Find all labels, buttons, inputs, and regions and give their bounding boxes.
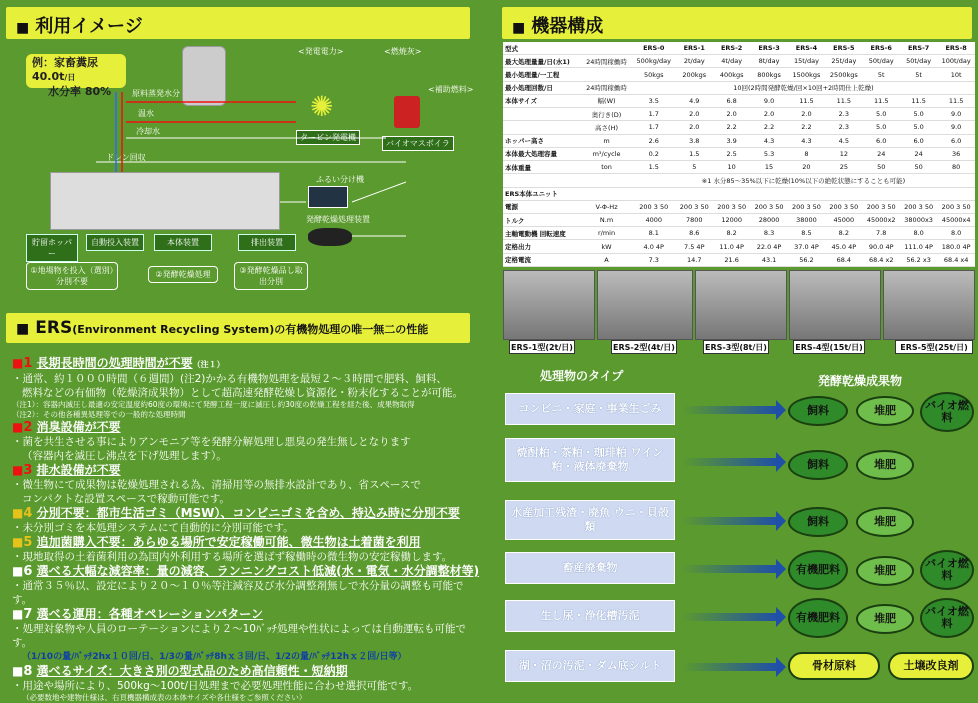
spec-cell: 2.0 bbox=[676, 108, 713, 121]
spec-cell: 200 3 50 bbox=[713, 200, 750, 213]
spec-cell: 50t/day bbox=[863, 55, 900, 68]
spec-cell: 200kgs bbox=[676, 68, 713, 81]
spec-row bbox=[503, 55, 975, 68]
spec-cell: 11.5 bbox=[900, 94, 937, 107]
step-2: ②発酵乾燥処理 bbox=[148, 266, 218, 283]
spec-cell: 6.8 bbox=[713, 94, 750, 107]
feature-6-body-1: ・通常３５％以、設定により２０～１０％等注減容及び水分調整剤無しで水分量の調整も可能です。 bbox=[12, 580, 464, 606]
out-compost-4: 堆肥 bbox=[856, 556, 914, 586]
spec-row-unit: 高さ(H) bbox=[581, 121, 632, 134]
spec-cell: 12000 bbox=[713, 213, 750, 226]
spec-cell: 200 3 50 bbox=[937, 200, 975, 213]
spec-row bbox=[503, 108, 975, 121]
spec-cell: 56.2 bbox=[788, 253, 825, 266]
feature-1-note-2: （注2）：その他各種異処理等での一般的な処理時間 bbox=[12, 410, 186, 419]
model-0: ERS-0 bbox=[632, 42, 676, 55]
model-4: ERS-4 bbox=[788, 42, 825, 55]
spec-cell: 200 3 50 bbox=[676, 200, 713, 213]
spec-cell: 2.0 bbox=[676, 121, 713, 134]
feature-list bbox=[12, 356, 482, 703]
spec-cell: 14.7 bbox=[676, 253, 713, 266]
caption-ers-1: ERS-1型(2t/日) bbox=[509, 340, 575, 354]
spec-cell: 50kgs bbox=[632, 68, 676, 81]
label-ash: <燃焼灰> bbox=[384, 47, 422, 56]
spec-cell: 7.5 4P bbox=[676, 240, 713, 253]
spec-cell bbox=[676, 187, 713, 200]
arrow-2 bbox=[682, 458, 778, 466]
spec-cell: 4000 bbox=[632, 213, 676, 226]
out-feed-3: 飼料 bbox=[788, 507, 848, 537]
spec-cell: 6.0 bbox=[863, 134, 900, 147]
spec-row-unit: m bbox=[581, 134, 632, 147]
spec-row-unit: 24時間稼働時 bbox=[581, 81, 632, 94]
spec-cell: 9.0 bbox=[937, 121, 975, 134]
spec-cell: 2t/day bbox=[676, 55, 713, 68]
spec-cell: 5.0 bbox=[863, 121, 900, 134]
spec-cell bbox=[825, 187, 862, 200]
type-sewage-sludge: 生し尿・浄化槽汚泥 bbox=[505, 600, 675, 632]
spec-row-unit: V-Φ-Hz bbox=[581, 200, 632, 213]
spec-row-label bbox=[503, 121, 581, 134]
spec-cell: 200 3 50 bbox=[750, 200, 787, 213]
product-label: 発酵乾燥処理装置 bbox=[306, 215, 370, 224]
out-feed-2: 飼料 bbox=[788, 450, 848, 480]
type-livestock-waste: 畜産廃棄物 bbox=[505, 552, 675, 584]
spec-cell: 2.6 bbox=[632, 134, 676, 147]
model-7: ERS-7 bbox=[900, 42, 937, 55]
photo-ers-1 bbox=[503, 270, 595, 340]
spec-cell: 1.5 bbox=[676, 147, 713, 160]
process-diagram bbox=[6, 42, 474, 306]
spec-row-label: 定格出力 bbox=[503, 240, 581, 253]
spec-cell: 3.5 bbox=[632, 94, 676, 107]
spec-cell: 11.5 bbox=[937, 94, 975, 107]
spec-cell: 200 3 50 bbox=[825, 200, 862, 213]
spec-row-label: 本体最大処理容量 bbox=[503, 147, 581, 160]
spec-cell: 2.0 bbox=[788, 108, 825, 121]
spec-cell: 22.0 4P bbox=[750, 240, 787, 253]
spec-cell: 15 bbox=[750, 161, 787, 174]
spec-cell bbox=[900, 187, 937, 200]
turbine-icon: ✺ bbox=[310, 90, 334, 123]
spec-cell: 10t bbox=[937, 68, 975, 81]
spec-cell: 7.8 bbox=[863, 227, 900, 240]
feature-5-title: ■5 追加菌購入不要：あらゆる場所で安定稼働可能、微生物は土着菌を利用 bbox=[12, 535, 421, 550]
spec-cell: 24 bbox=[900, 147, 937, 160]
type-lake-sludge: 湖・沼の汚泥・ダム底シルト bbox=[505, 650, 675, 682]
spec-row-label: 本体サイズ bbox=[503, 94, 581, 107]
spec-row-unit: r/min bbox=[581, 227, 632, 240]
feature-3-body-2: コンパクトな設置スペースで稼動可能です。 bbox=[22, 493, 230, 505]
photo-ers-5 bbox=[883, 270, 975, 340]
caption-ers-5: ERS-5型(25t/日) bbox=[895, 340, 973, 354]
spec-cell: 28000 bbox=[750, 213, 787, 226]
spec-cell: 2.5 bbox=[713, 147, 750, 160]
feature-8-title: ■8 選べるサイズ：大きさ別の型式品のため高信頼性・短納期 bbox=[12, 664, 348, 679]
spec-cell: 45.0 4P bbox=[825, 240, 862, 253]
spec-cell: 45000x2 bbox=[863, 213, 900, 226]
label-power: <発電電力> bbox=[298, 47, 344, 56]
spec-row-label: ERS本体ユニット bbox=[503, 187, 581, 200]
spec-row-label: 最小処理回数/日 bbox=[503, 81, 581, 94]
out-bio-1: バイオ燃料 bbox=[920, 392, 974, 432]
step-1: ①地場物を投入（選別）分別不要 bbox=[26, 262, 118, 290]
feature-5-body-1: ・現地取得の土着菌利用の為国内外利用する場所を選ばず稼働時の微生物の安定稼働します。 bbox=[12, 551, 453, 563]
spec-cell: 50 bbox=[863, 161, 900, 174]
spec-cell: 36 bbox=[937, 147, 975, 160]
spec-cell: 4.9 bbox=[676, 94, 713, 107]
usage-banner: ■ 利用イメージ bbox=[6, 7, 470, 39]
spec-cell: 4t/day bbox=[713, 55, 750, 68]
spec-cell bbox=[632, 187, 676, 200]
spec-cell: 8.2 bbox=[713, 227, 750, 240]
spec-cell: 5t bbox=[900, 68, 937, 81]
spec-cell: 7800 bbox=[676, 213, 713, 226]
label-drain: ドレン回収 bbox=[106, 153, 146, 162]
spec-cell: 5t bbox=[863, 68, 900, 81]
discharge-box: 排出装置 bbox=[238, 234, 296, 251]
feature-6-title: ■6 選べる大幅な減容率：量の減容、ランニングコスト低減(水・電気・水分調整材等) bbox=[12, 564, 480, 579]
spec-row-label: 電源 bbox=[503, 200, 581, 213]
feature-1-title: ■1 長期長時間の処理時間が不要（注１） bbox=[12, 356, 225, 371]
spec-row bbox=[503, 187, 975, 200]
caption-ers-3: ERS-3型(8t/日) bbox=[703, 340, 769, 354]
spec-cell: 2.3 bbox=[825, 121, 862, 134]
flow-lines bbox=[6, 42, 470, 306]
spec-row-unit: 幅(W) bbox=[581, 94, 632, 107]
photo-ers-2 bbox=[597, 270, 693, 340]
spec-row-unit: m³/cycle bbox=[581, 147, 632, 160]
spec-row bbox=[503, 200, 975, 213]
spec-cell: 25 bbox=[825, 161, 862, 174]
spec-header-row bbox=[503, 42, 975, 55]
spec-cell: 200 3 50 bbox=[900, 200, 937, 213]
spec-cell: 3.8 bbox=[676, 134, 713, 147]
feature-3-title: ■3 排水設備が不要 bbox=[12, 463, 121, 478]
spec-cell: 10 bbox=[713, 161, 750, 174]
spec-cell: 45000x4 bbox=[937, 213, 975, 226]
out-compost-3: 堆肥 bbox=[856, 507, 914, 537]
spec-row-label: 最小処理量/一工程 bbox=[503, 68, 581, 81]
spec-cell: 8.0 bbox=[937, 227, 975, 240]
spec-cell: 37.0 4P bbox=[788, 240, 825, 253]
feature-4-title: ■4 分別不要：都市生活ゴミ（MSW）、コンビニゴミを含め、持込み時に分別不要 bbox=[12, 506, 460, 521]
out-organic-1: 有機肥料 bbox=[788, 550, 848, 590]
spec-cell: 20 bbox=[788, 161, 825, 174]
label-hot-water: 温水 bbox=[138, 109, 154, 118]
label-evaporation: 原料蒸発水分 bbox=[132, 89, 180, 98]
feature-7-patterns: （1/10の量/ﾊﾞｯﾁ2hx１０回/日、1/3の量/ﾊﾞｯﾁ8hｘ３回/日、1/2の量/ﾊﾞｯﾁ12hｘ２回/日等） bbox=[22, 652, 407, 662]
spec-row-label bbox=[503, 174, 581, 187]
spec-cell: 43.1 bbox=[750, 253, 787, 266]
biomass-boiler: バイオマスボイラ bbox=[382, 136, 454, 151]
spec-cell: 12 bbox=[825, 147, 862, 160]
feature-2-body-2: （容器内を滅圧し沸点を下げ処理します）。 bbox=[22, 450, 227, 462]
spec-cell: 25t/day bbox=[825, 55, 862, 68]
sieve-label: ふるい分け機 bbox=[316, 175, 364, 184]
feature-1-note-1: （注1）：容器内滅圧し最適の安定温度約60度の環境にて発酵工程一度に滅圧し約30度の乾燥工程を経た後、成果物取得 bbox=[12, 400, 415, 409]
spec-cell bbox=[937, 187, 975, 200]
spec-cell bbox=[863, 187, 900, 200]
spec-cell: 8.2 bbox=[825, 227, 862, 240]
spec-cell: 90.0 4P bbox=[863, 240, 900, 253]
spec-row-span: 10回(2時間発酵乾燥/回×10回+2時間仕上乾燥) bbox=[632, 81, 975, 94]
type-fishery-residue: 水産加工残渣・廃魚 ウニ・貝殻類 bbox=[505, 500, 675, 540]
out-bio-3: バイオ燃料 bbox=[920, 598, 974, 638]
feature-7-title: ■7 選べる運用：各種オペレーションパターン bbox=[12, 607, 264, 622]
spec-cell: 2500kgs bbox=[825, 68, 862, 81]
spec-row bbox=[503, 94, 975, 107]
spec-cell: 50t/day bbox=[900, 55, 937, 68]
out-compost-5: 堆肥 bbox=[856, 604, 914, 634]
spec-row bbox=[503, 174, 975, 187]
label-cooling-water: 冷却水 bbox=[136, 127, 160, 136]
spec-row-unit: ton bbox=[581, 161, 632, 174]
spec-cell: 200 3 50 bbox=[863, 200, 900, 213]
spec-row-unit bbox=[581, 68, 632, 81]
label-aux-fuel: <補助燃料> bbox=[428, 85, 474, 94]
example-case-box: 例：家畜糞尿 40.0t/日 水分率 80% bbox=[26, 54, 126, 88]
feature-2-body-1: ・菌を共生させる事によりアンモニア等を発酵分解処理し悪臭の発生無しとなります bbox=[12, 436, 411, 448]
spec-cell: 4.0 4P bbox=[632, 240, 676, 253]
feature-7-body-1: ・処理対象物や人員のローテーションにより２～10ﾊﾞｯﾁ処理や性状によっては自動運転も可能です。 bbox=[12, 623, 466, 649]
main-unit-box: 本体装置 bbox=[154, 234, 212, 251]
spec-cell: 38000x3 bbox=[900, 213, 937, 226]
spec-cell: 38000 bbox=[788, 213, 825, 226]
spec-cell: 5.0 bbox=[900, 121, 937, 134]
spec-cell: 68.4 x4 bbox=[937, 253, 975, 266]
spec-row bbox=[503, 253, 975, 266]
spec-cell: 111.0 4P bbox=[900, 240, 937, 253]
spec-cell: 4.3 bbox=[750, 134, 787, 147]
spec-cell bbox=[788, 187, 825, 200]
spec-row bbox=[503, 213, 975, 226]
arrow-3 bbox=[682, 517, 778, 525]
spec-cell: 5.0 bbox=[900, 108, 937, 121]
spec-cell: 6.0 bbox=[937, 134, 975, 147]
spec-row bbox=[503, 147, 975, 160]
product-heading: 発酵乾燥成果物 bbox=[818, 374, 903, 388]
auto-feed-box: 自動投入装置 bbox=[86, 234, 144, 251]
spec-cell: 7.3 bbox=[632, 253, 676, 266]
spec-row bbox=[503, 240, 975, 253]
spec-cell: 8.3 bbox=[750, 227, 787, 240]
spec-cell bbox=[713, 187, 750, 200]
spec-row-label: トルク bbox=[503, 213, 581, 226]
spec-cell: 4.5 bbox=[825, 134, 862, 147]
feature-3-body-1: ・微生物にて成果物は乾燥処理される為、清掃用等の無排水設計であり、省スペースで bbox=[12, 479, 421, 491]
spec-cell: 5.0 bbox=[863, 108, 900, 121]
spec-cell: 45000 bbox=[825, 213, 862, 226]
spec-cell: 400kgs bbox=[713, 68, 750, 81]
feature-8-body-1: ・用途や場所により、500kg～100t/日処理まで必要処理性能に合わせ選択可能です。 bbox=[12, 680, 419, 692]
model-6: ERS-6 bbox=[863, 42, 900, 55]
type-shochu-lees: 焼酎粕・茶粕・珈琲粕 ワイン粕・液体廃棄物 bbox=[505, 438, 675, 482]
spec-row-unit: 24時間稼働時 bbox=[581, 55, 632, 68]
spec-row bbox=[503, 68, 975, 81]
spec-cell: 8 bbox=[788, 147, 825, 160]
caption-ers-4: ERS-4型(15t/日) bbox=[793, 340, 865, 354]
out-bone: 骨材原料 bbox=[788, 652, 880, 680]
spec-cell: 500kg/day bbox=[632, 55, 676, 68]
spec-row-unit bbox=[581, 187, 632, 200]
spec-row bbox=[503, 161, 975, 174]
spec-row-label: 本体重量 bbox=[503, 161, 581, 174]
spec-cell: 11.5 bbox=[825, 94, 862, 107]
spec-cell: 8.5 bbox=[788, 227, 825, 240]
spec-row bbox=[503, 134, 975, 147]
spec-cell: 2.2 bbox=[750, 121, 787, 134]
model-2: ERS-2 bbox=[713, 42, 750, 55]
feature-2-title: ■2 消臭設備が不要 bbox=[12, 420, 121, 435]
out-soil: 土壌改良剤 bbox=[888, 652, 974, 680]
spec-cell: 9.0 bbox=[750, 94, 787, 107]
spec-cell: 56.2 x3 bbox=[900, 253, 937, 266]
spec-cell: 100t/day bbox=[937, 55, 975, 68]
spec-row-label: 定格電流 bbox=[503, 253, 581, 266]
out-bio-2: バイオ燃料 bbox=[920, 550, 974, 590]
model-1: ERS-1 bbox=[676, 42, 713, 55]
feature-4-body-1: ・未分別ゴミを本処理システムにて自動的に分別可能です。 bbox=[12, 522, 294, 534]
spec-cell: 68.4 x2 bbox=[863, 253, 900, 266]
spec-cell: 1.7 bbox=[632, 121, 676, 134]
spec-cell: 4.3 bbox=[788, 134, 825, 147]
spec-cell: 80 bbox=[937, 161, 975, 174]
spec-row bbox=[503, 121, 975, 134]
spec-cell: 8t/day bbox=[750, 55, 787, 68]
spec-cell bbox=[750, 187, 787, 200]
feature-8-note: （必要数地や建物仕様は、右頁機器構成表の本体サイズや各仕様をご参照ください） bbox=[22, 693, 307, 702]
photo-ers-3 bbox=[695, 270, 787, 340]
spec-cell: 11.5 bbox=[788, 94, 825, 107]
out-compost-2: 堆肥 bbox=[856, 450, 914, 480]
spec-cell: 1.7 bbox=[632, 108, 676, 121]
spec-table bbox=[503, 42, 975, 267]
spec-row-unit: A bbox=[581, 253, 632, 266]
spec-cell: 180.0 4P bbox=[937, 240, 975, 253]
type-convenience-waste: コンビニ・家庭・事業生ごみ bbox=[505, 393, 675, 425]
spec-row-unit bbox=[581, 174, 632, 187]
spec-row-span: ※1 水分85～35%以下に乾燥(10%以下の絶乾状態にすることも可能) bbox=[632, 174, 975, 187]
out-compost-1: 堆肥 bbox=[856, 396, 914, 426]
spec-cell: 200 3 50 bbox=[632, 200, 676, 213]
spec-cell: 5 bbox=[676, 161, 713, 174]
spec-cell: 11.0 4P bbox=[713, 240, 750, 253]
spec-cell: 8.0 bbox=[900, 227, 937, 240]
spec-cell: 24 bbox=[863, 147, 900, 160]
model-5: ERS-5 bbox=[825, 42, 862, 55]
spec-cell: 8.1 bbox=[632, 227, 676, 240]
ers-banner: ■ ERS(Environment Recycling System)の有機物処理の唯一無二の性能 bbox=[6, 313, 470, 343]
spec-cell: 1.5 bbox=[632, 161, 676, 174]
spec-cell: 5.3 bbox=[750, 147, 787, 160]
spec-row-label: ホッパー高さ bbox=[503, 134, 581, 147]
equipment-banner: ■ 機器構成 bbox=[502, 7, 972, 39]
out-feed-1: 飼料 bbox=[788, 396, 848, 426]
spec-cell: 200 3 50 bbox=[788, 200, 825, 213]
caption-ers-2: ERS-2型(4t/日) bbox=[611, 340, 677, 354]
spec-cell: 2.2 bbox=[713, 121, 750, 134]
spec-cell: 2.0 bbox=[750, 108, 787, 121]
spec-row-unit: kW bbox=[581, 240, 632, 253]
spec-cell: 21.6 bbox=[713, 253, 750, 266]
spec-row-label: 最大処理量量/日(水1) bbox=[503, 55, 581, 68]
spec-cell: 0.2 bbox=[632, 147, 676, 160]
arrow-5 bbox=[682, 613, 778, 621]
spec-cell: 2.2 bbox=[788, 121, 825, 134]
spec-cell: 2.0 bbox=[713, 108, 750, 121]
arrow-4 bbox=[682, 565, 778, 573]
spec-row bbox=[503, 227, 975, 240]
feature-1-body-1: ・通常、約１０００時間（６週間）(注2)かかる有機物処理を最短２～３時間で肥料、飼料、 bbox=[12, 373, 447, 385]
spec-row-label bbox=[503, 108, 581, 121]
spec-cell: 9.0 bbox=[937, 108, 975, 121]
storage-hopper-box: 貯留ホッパー bbox=[26, 234, 78, 262]
spec-header-label: 型式 bbox=[503, 42, 632, 55]
spec-row bbox=[503, 81, 975, 94]
spec-cell: 8.6 bbox=[676, 227, 713, 240]
spec-cell: 15t/day bbox=[788, 55, 825, 68]
spec-cell: 6.0 bbox=[900, 134, 937, 147]
arrow-1 bbox=[682, 406, 778, 414]
spec-cell: 3.9 bbox=[713, 134, 750, 147]
photo-ers-4 bbox=[789, 270, 881, 340]
spec-row-unit: 奥行き(D) bbox=[581, 108, 632, 121]
feature-1-body-2: 燃料などの有価物（乾燥済成果物）として超高速発酵乾燥し資源化・粉末化することが可能。 bbox=[22, 387, 463, 399]
spec-cell: 68.4 bbox=[825, 253, 862, 266]
spec-cell: 1500kgs bbox=[788, 68, 825, 81]
out-organic-2: 有機肥料 bbox=[788, 598, 848, 638]
arrow-6 bbox=[682, 663, 778, 671]
turbine-generator: タービン発電機 bbox=[296, 130, 360, 145]
spec-row-label: 主軸電動機 回転速度 bbox=[503, 227, 581, 240]
spec-cell: 2.3 bbox=[825, 108, 862, 121]
process-type-heading: 処理物のタイプ bbox=[540, 369, 624, 383]
spec-row-unit: N.m bbox=[581, 213, 632, 226]
model-8: ERS-8 bbox=[937, 42, 975, 55]
spec-cell: 11.5 bbox=[863, 94, 900, 107]
step-3: ③発酵乾燥品し取出分別 bbox=[234, 262, 308, 290]
model-photos bbox=[503, 270, 975, 354]
spec-cell: 800kgs bbox=[750, 68, 787, 81]
model-3: ERS-3 bbox=[750, 42, 787, 55]
spec-cell: 50 bbox=[900, 161, 937, 174]
